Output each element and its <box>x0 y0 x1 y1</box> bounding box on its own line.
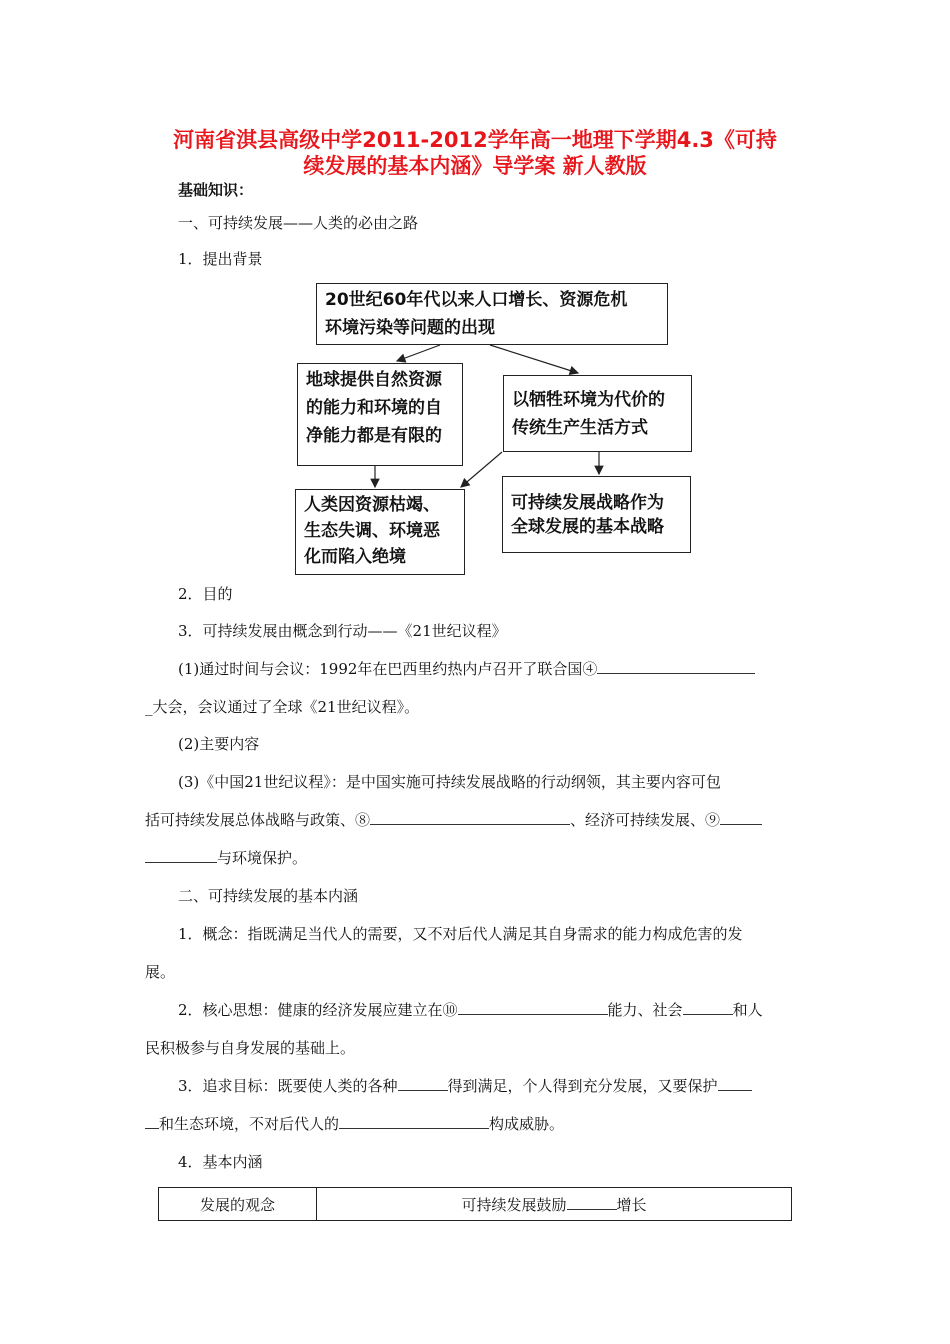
item-purpose: 2．目的 <box>178 585 233 603</box>
connotation-table <box>158 1187 792 1221</box>
blank-8 <box>370 810 570 825</box>
item-agenda: 3．可持续发展由概念到行动——《21世纪议程》 <box>178 622 507 640</box>
diagram-box-right-line: 传统生产生活方式 <box>512 418 648 438</box>
diagram-box-left-line: 地球提供自然资源 <box>306 370 442 390</box>
diagram-box-top-line: 20世纪60年代以来人口增长、资源危机 <box>325 290 628 310</box>
core-idea-text: 能力、社会 <box>607 1001 683 1019</box>
section-1-heading: 一、可持续发展——人类的必由之路 <box>178 214 419 232</box>
diagram-box-left-line: 净能力都是有限的 <box>306 426 442 446</box>
blank-future <box>339 1114 489 1129</box>
paragraph-core-idea-line-1 <box>178 1000 763 1020</box>
section-2-heading: 二、可持续发展的基本内涵 <box>178 887 359 905</box>
blank-10 <box>458 1000 608 1015</box>
blank-4 <box>597 659 755 674</box>
meeting-text: (1)通过时间与会议：1992年在巴西里约热内卢召开了联合国④ <box>178 660 598 678</box>
blank-9 <box>720 810 762 825</box>
paragraph-china-agenda-line-3 <box>145 848 307 868</box>
blank-needs <box>398 1076 448 1091</box>
table-row <box>159 1188 792 1221</box>
item-main-content: (2)主要内容 <box>178 735 260 753</box>
paragraph-core-idea-line-2: 民积极参与自身发展的基础上。 <box>145 1039 356 1057</box>
blank-society <box>683 1000 733 1015</box>
paragraph-concept-line-1: 1．概念：指既满足当代人的需要，又不对后代人满足其自身需求的能力构成危害的发 <box>178 925 743 943</box>
goal-text: 得到满足，个人得到充分发展，又要保护 <box>447 1077 718 1095</box>
core-idea-text: 和人 <box>732 1001 763 1019</box>
paragraph-meeting-line-2: _大会，会议通过了全球《21世纪议程》。 <box>145 698 420 716</box>
document-title-line-2: 续发展的基本内涵》导学案 新人教版 <box>303 154 647 178</box>
document-title-line-1: 河南省淇县高级中学2011-2012学年高一地理下学期4.3《可持 <box>173 128 777 152</box>
diagram-box-bottom-right-line: 全球发展的基本战略 <box>511 517 664 537</box>
diagram-box-left-line: 的能力和环境的自 <box>306 398 442 418</box>
china-agenda-text: 括可持续发展总体战略与政策、⑧ <box>145 811 371 829</box>
basic-knowledge-heading: 基础知识： <box>178 181 254 199</box>
table-cell-growth <box>317 1188 792 1221</box>
diagram-box-bottom-left-line: 人类因资源枯竭、 <box>304 495 440 515</box>
diagram-box-bottom-left-line: 化而陷入绝境 <box>304 547 406 567</box>
arrow-right-to-bottom-left <box>461 452 502 487</box>
table-cell-concept: 发展的观念 <box>159 1188 317 1221</box>
goal-text: 构成威胁。 <box>489 1115 565 1133</box>
paragraph-goal-line-1 <box>178 1076 752 1096</box>
blank-growth <box>567 1195 617 1210</box>
item-background: 1．提出背景 <box>178 250 263 268</box>
paragraph-meeting-line-1 <box>178 659 755 679</box>
china-agenda-text: 、经济可持续发展、⑨ <box>570 811 721 829</box>
china-agenda-text: 与环境保护。 <box>217 849 308 867</box>
table-cell-text: 可持续发展鼓励 <box>461 1195 567 1214</box>
arrow-top-to-left <box>397 345 440 361</box>
goal-text: 3．追求目标：既要使人类的各种 <box>178 1077 398 1095</box>
paragraph-goal-line-2 <box>145 1114 564 1134</box>
paragraph-concept-line-2: 展。 <box>145 963 176 981</box>
diagram-box-right-line: 以牺牲环境为代价的 <box>512 390 665 410</box>
goal-text: 和生态环境，不对后代人的 <box>159 1115 340 1133</box>
diagram-box-top-line: 环境污染等问题的出现 <box>325 318 495 338</box>
item-basic-connotation: 4．基本内涵 <box>178 1153 263 1171</box>
paragraph-china-agenda-line-1: (3)《中国21世纪议程》：是中国实施可持续发展战略的行动纲领，其主要内容可包 <box>178 773 721 791</box>
paragraph-china-agenda-line-2 <box>145 810 762 830</box>
diagram-box-bottom-right-line: 可持续发展战略作为 <box>511 493 664 513</box>
blank-9-continued <box>145 848 217 863</box>
diagram-box-bottom-left-line: 生态失调、环境恶 <box>304 521 440 541</box>
diagram-arrows <box>0 0 950 620</box>
arrow-top-to-right <box>490 345 578 373</box>
table-cell-text: 增长 <box>616 1195 647 1214</box>
blank-protect <box>718 1076 752 1091</box>
blank-protect-continued <box>145 1114 159 1129</box>
core-idea-text: 2．核心思想：健康的经济发展应建立在⑩ <box>178 1001 458 1019</box>
